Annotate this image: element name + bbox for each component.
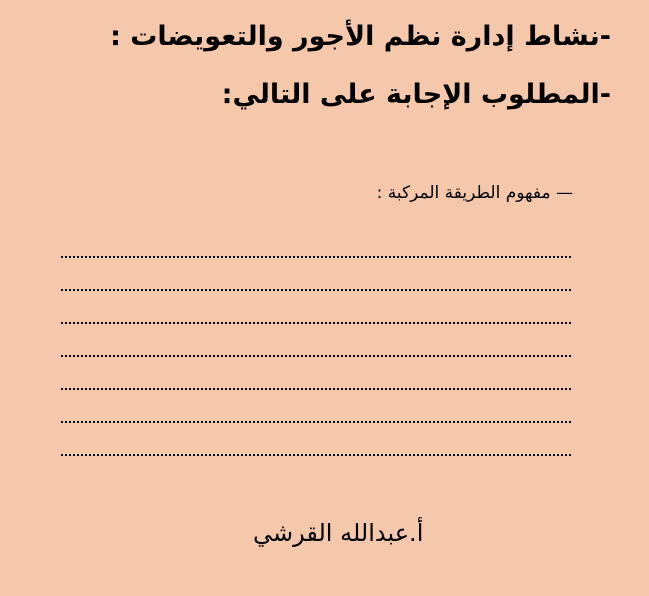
heading-activity: -نشاط إدارة نظم الأجور والتعويضات : xyxy=(110,21,611,52)
answer-line xyxy=(61,403,571,436)
answer-line xyxy=(61,238,571,271)
answer-line xyxy=(61,337,571,370)
answer-line xyxy=(61,436,571,469)
answer-line xyxy=(61,370,571,403)
answer-line xyxy=(61,271,571,304)
author-signature: أ.عبدالله القرشي xyxy=(253,519,424,547)
answer-line xyxy=(61,304,571,337)
question-composite-method: — مفهوم الطريقة المركبة : xyxy=(376,183,573,203)
heading-required: -المطلوب الإجابة على التالي: xyxy=(221,79,611,110)
answer-lines xyxy=(61,238,571,469)
